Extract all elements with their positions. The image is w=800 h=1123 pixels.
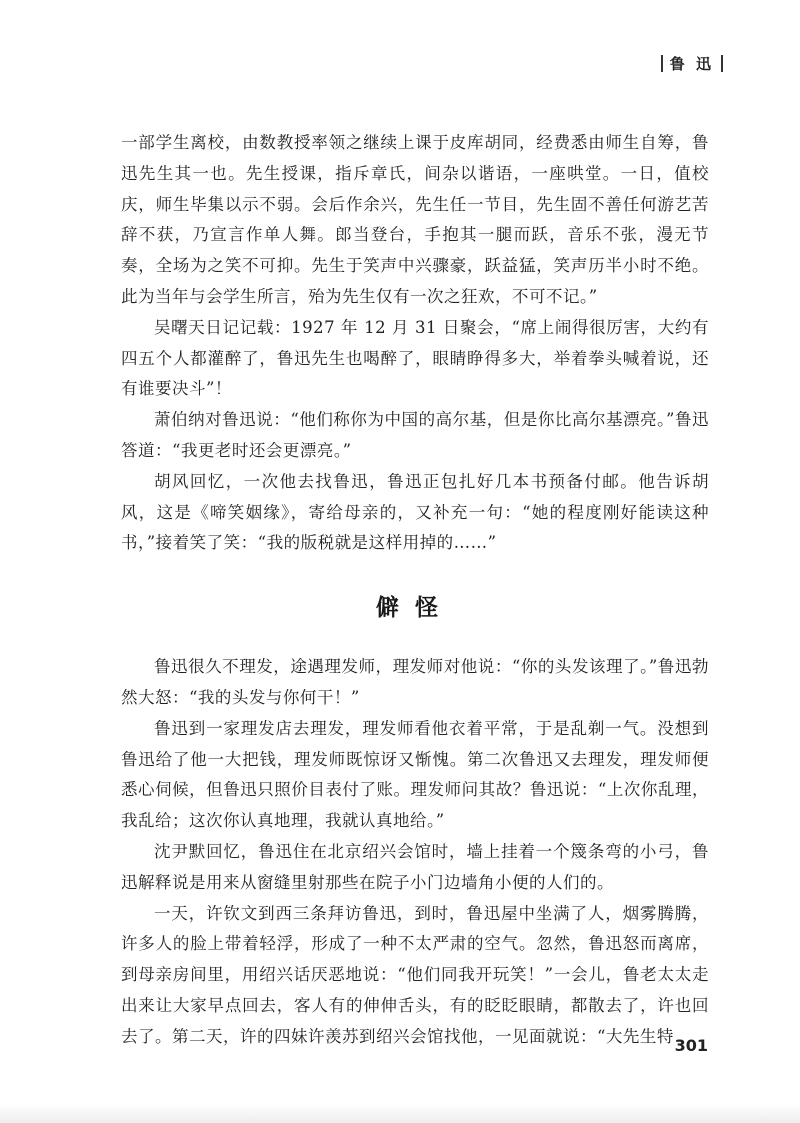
page-body bbox=[121, 128, 709, 1053]
running-head-title: 鲁 迅 bbox=[669, 55, 714, 73]
paragraph: 鲁迅很久不理发，途遇理发师，理发师对他说：“你的头发该理了。”鲁迅勃然大怒：“我的头发与你何干！” bbox=[121, 657, 709, 707]
paragraph: 一天，许钦文到西三条拜访鲁迅，到时，鲁迅屋中坐满了人，烟雾腾腾，许多人的脸上带着轻浮，形成了一种不太严肃的空气。忽然，鲁迅怒而离席，到母亲房间里，用绍兴话厌恶地说：“他们同我开玩笑！”一会儿，鲁老太太走出来让大家早点回去，客人有的伸伸舌头，有的眨眨眼睛，都散去了，许也回去了。第二天，许的四妹许羡苏到绍兴会馆找他，一见面就说：“大先生特 bbox=[121, 903, 709, 1046]
paragraph: 鲁迅到一家理发店去理发，理发师看他衣着平常，于是乱剃一气。没想到鲁迅给了他一大把钱，理发师既惊讶又惭愧。第二次鲁迅又去理发，理发师便悉心伺候，但鲁迅只照价目表付了账。理发师问其故？鲁迅说：“上次你乱理，我乱给；这次你认真地理，我就认真地给。” bbox=[121, 718, 709, 831]
paragraph: 吴曙天日记记载：1927 年 12 月 31 日聚会，“席上闹得很厉害，大约有四五个人都灌醉了，鲁迅先生也喝醉了，眼睛睁得多大，举着拳头喊着说，还有谁要决斗”！ bbox=[121, 317, 709, 399]
running-head-left-bar bbox=[661, 55, 663, 72]
paragraph: 沈尹默回忆，鲁迅住在北京绍兴会馆时，墙上挂着一个篾条弯的小弓，鲁迅解释说是用来从窗缝里射那些在院子小门边墙角小便的人们的。 bbox=[121, 841, 709, 892]
running-head-right-bar bbox=[721, 55, 723, 72]
scan-edge-shadow bbox=[0, 1103, 800, 1123]
paragraph-continued: 一部学生离校，由数教授率领之继续上课于皮库胡同，经费悉由师生自筹，鲁迅先生其一也。先生授课，指斥章氏，间杂以谐语，一座哄堂。一日，值校庆，师生毕集以示不弱。会后作余兴，先生任一节目，先生固不善任何游艺苦辞不获，乃宣言作单人舞。郎当登台，手抱其一腿而跃，音乐不张，漫无节奏，全场为之笑不可抑。先生于笑声中兴骤豪，跃益猛，笑声历半小时不绝。此为当年与会学生所言，殆为先生仅有一次之狂欢，不可不记。” bbox=[121, 133, 709, 306]
paragraph: 萧伯纳对鲁迅说：“他们称你为中国的高尔基，但是你比高尔基漂亮。”鲁迅答道：“我更老时还会更漂亮。” bbox=[121, 410, 709, 460]
section-title: 僻怪 bbox=[376, 595, 454, 622]
running-head bbox=[654, 53, 730, 74]
page-number: 301 bbox=[674, 1036, 708, 1055]
paragraph: 胡风回忆，一次他去找鲁迅，鲁迅正包扎好几本书预备付邮。他告诉胡风，这是《啼笑姻缘》，寄给母亲的，又补充一句：“她的程度刚好能读这种书，”接着笑了笑：“我的版税就是这样用掉的……” bbox=[121, 471, 709, 553]
